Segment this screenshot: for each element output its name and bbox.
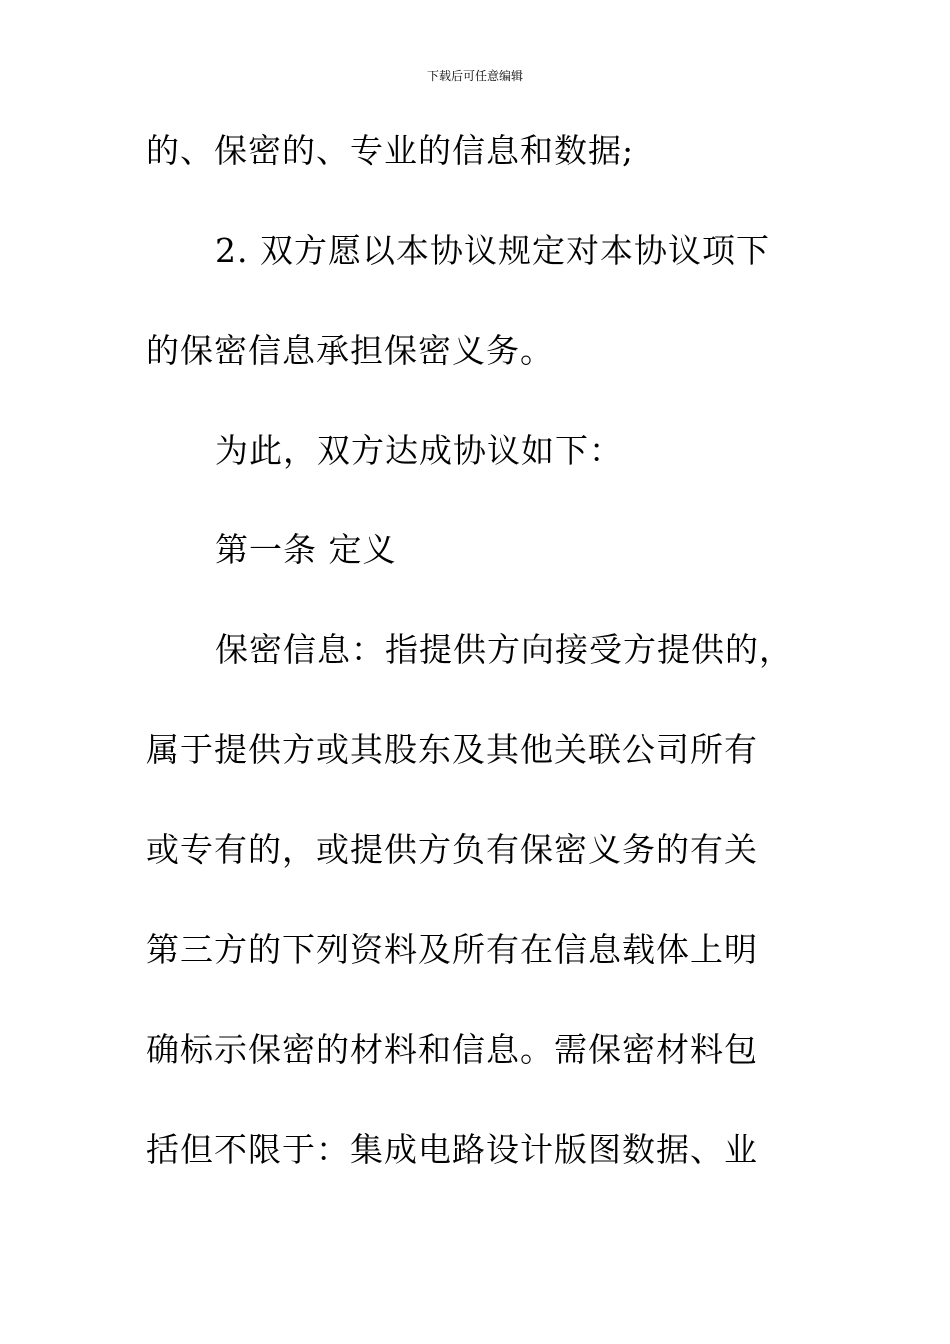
body-line: 属于提供方或其股东及其他关联公司所有 <box>146 730 758 769</box>
body-line: 第三方的下列资料及所有在信息载体上明 <box>146 930 758 969</box>
section-heading: 第一条 定义 <box>215 530 397 569</box>
body-line: 括但不限于：集成电路设计版图数据、业 <box>146 1130 758 1169</box>
header-note: 下载后可任意编辑 <box>426 69 523 83</box>
body-line: 为此，双方达成协议如下： <box>215 431 623 470</box>
body-line: 或专有的，或提供方负有保密义务的有关 <box>146 830 758 869</box>
body-line: 保密信息：指提供方向接受方提供的， <box>215 630 793 669</box>
body-line: 的、保密的、专业的信息和数据; <box>146 131 635 170</box>
body-line: 确标示保密的材料和信息。需保密材料包 <box>146 1030 758 1069</box>
body-line: 2. 双方愿以本协议规定对本协议项下 <box>215 231 770 270</box>
body-line: 的保密信息承担保密义务。 <box>146 331 554 370</box>
